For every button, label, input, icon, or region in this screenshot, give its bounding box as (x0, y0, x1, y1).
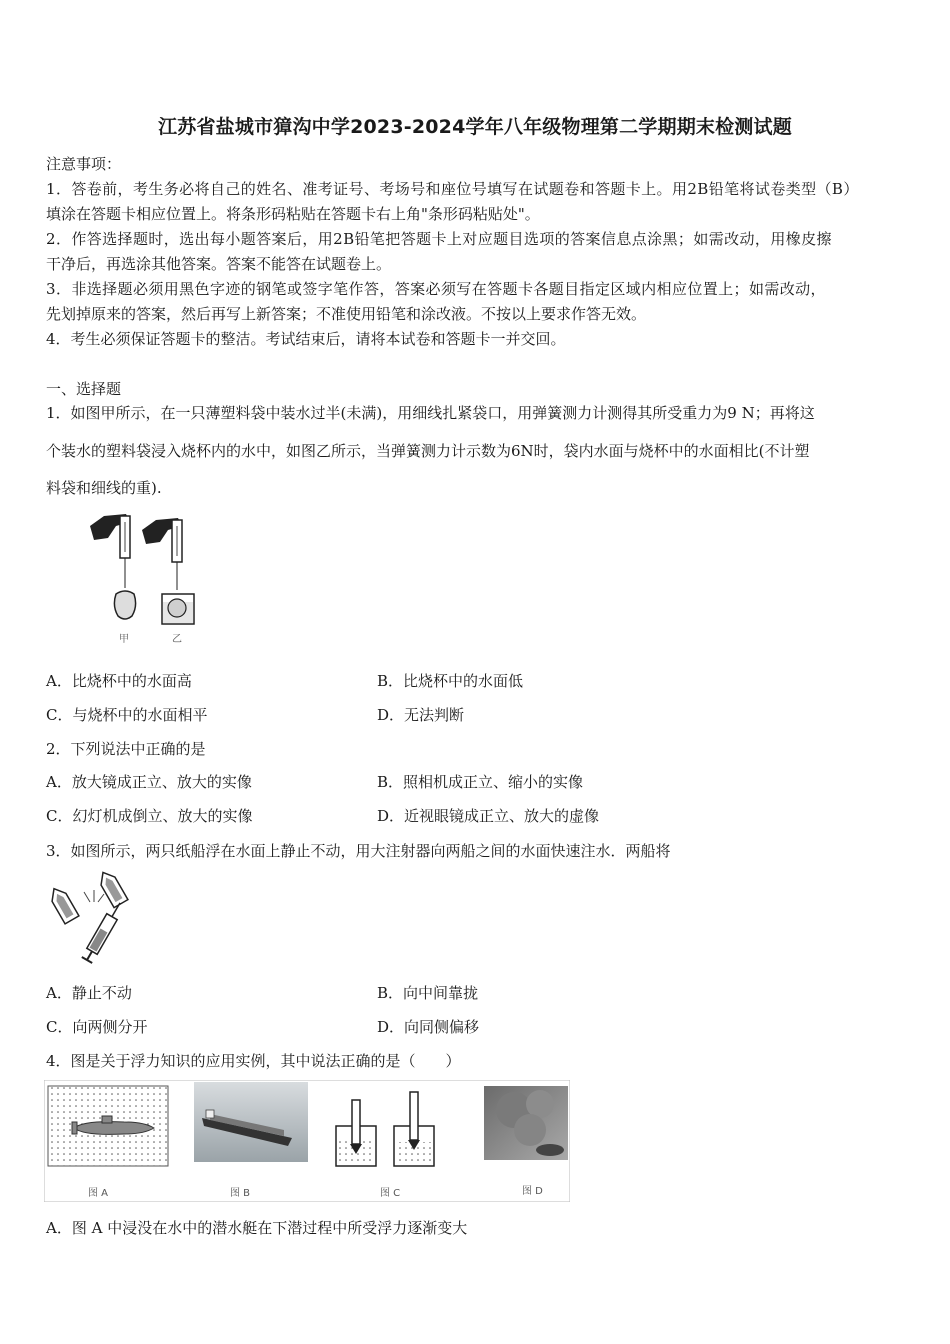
q3-option-a[interactable]: A．静止不动 (46, 984, 132, 1002)
paper-boat-right (96, 868, 128, 907)
q1-option-c[interactable]: C．与烧杯中的水面相平 (46, 706, 208, 724)
rising-smoke-picture (484, 1086, 568, 1160)
q1-option-d[interactable]: D．无法判断 (377, 706, 465, 724)
q3-option-d[interactable]: D．向同侧偏移 (377, 1018, 480, 1036)
q4-figure-row (44, 1080, 570, 1202)
paper-boat-left (47, 885, 79, 924)
notice-heading: 注意事项： (46, 155, 122, 173)
q3-stem: 3．如图所示，两只纸船浮在水面上静止不动，用大注射器向两船之间的水面快速注水．两船将 (46, 842, 671, 860)
section-heading: 一、选择题 (46, 380, 122, 398)
fig-label-yi: 乙 (172, 634, 182, 645)
fig-label-d: 图 D (522, 1186, 543, 1197)
page-title: 江苏省盐城市獐沟中学2023-2024学年八年级物理第二学期期末检测试题 (158, 116, 792, 138)
q4-stem: 4．图是关于浮力知识的应用实例，其中说法正确的是（ ） (46, 1052, 461, 1070)
notice-line: 3．非选择题必须用黑色字迹的钢笔或签字笔作答，答案必须写在答题卡各题目指定区域内相应位置上；如需改动， (46, 280, 826, 298)
q1-stem-line: 个装水的塑料袋浸入烧杯内的水中，如图乙所示，当弹簧测力计示数为6N时，袋内水面与烧杯中的水面相比(不计塑 (46, 442, 810, 460)
fig-label-b: 图 B (230, 1188, 251, 1199)
fig-label-c: 图 C (380, 1188, 401, 1199)
q1-stem-line: 料袋和细线的重). (46, 479, 162, 497)
submarine-picture (48, 1086, 168, 1166)
notice-line: 填涂在答题卡相应位置上。将条形码粘贴在答题卡右上角"条形码粘贴处"。 (46, 205, 540, 223)
q2-option-a[interactable]: A．放大镜成正立、放大的实像 (46, 773, 252, 791)
q1-stem-line: 1．如图甲所示，在一只薄塑料袋中装水过半(未满)，用细线扎紧袋口，用弹簧测力计测得其所受重力为9 N；再将这 (46, 404, 815, 422)
q2-stem: 2．下列说法中正确的是 (46, 740, 206, 758)
q1-option-b[interactable]: B．比烧杯中的水面低 (377, 672, 524, 690)
q3-option-b[interactable]: B．向中间靠拢 (377, 984, 479, 1002)
notice-line: 2．作答选择题时，选出每小题答案后，用2B铅笔把答题卡上对应题目选项的答案信息点涂黑；如需改动，用橡皮擦 (46, 230, 832, 248)
q2-option-c[interactable]: C．幻灯机成倒立、放大的实像 (46, 807, 253, 825)
q3-figure-paper-boats (44, 868, 134, 968)
q3-option-c[interactable]: C．向两侧分开 (46, 1018, 148, 1036)
q4-option-a[interactable]: A．图 A 中浸没在水中的潜水艇在下潜过程中所受浮力逐渐变大 (46, 1219, 468, 1237)
fig-label-a: 图 A (88, 1188, 109, 1199)
notice-line: 先划掉原来的答案，然后再写上新答案；不准使用铅笔和涂改液。不按以上要求作答无效。 (46, 305, 647, 323)
q1-option-a[interactable]: A．比烧杯中的水面高 (46, 672, 192, 690)
notice-line: 4．考生必须保证答题卡的整洁。考试结束后，请将本试卷和答题卡一并交回。 (46, 330, 566, 348)
notice-line: 1．答卷前，考生务必将自己的姓名、准考证号、考场号和座位号填写在试题卷和答题卡上。用2B铅笔将试卷类型（B） (46, 180, 859, 198)
notice-line: 干净后，再选涂其他答案。答案不能答在试题卷上。 (46, 255, 392, 273)
q2-option-b[interactable]: B．照相机成正立、缩小的实像 (377, 773, 584, 791)
syringe-icon (82, 900, 125, 963)
fig-label-jia: 甲 (119, 634, 129, 645)
water-bag-jia (114, 591, 135, 619)
cargo-ship-picture (194, 1082, 308, 1162)
q2-option-d[interactable]: D．近视眼镜成正立、放大的虚像 (377, 807, 600, 825)
q1-figure-spring-scales (86, 508, 206, 648)
